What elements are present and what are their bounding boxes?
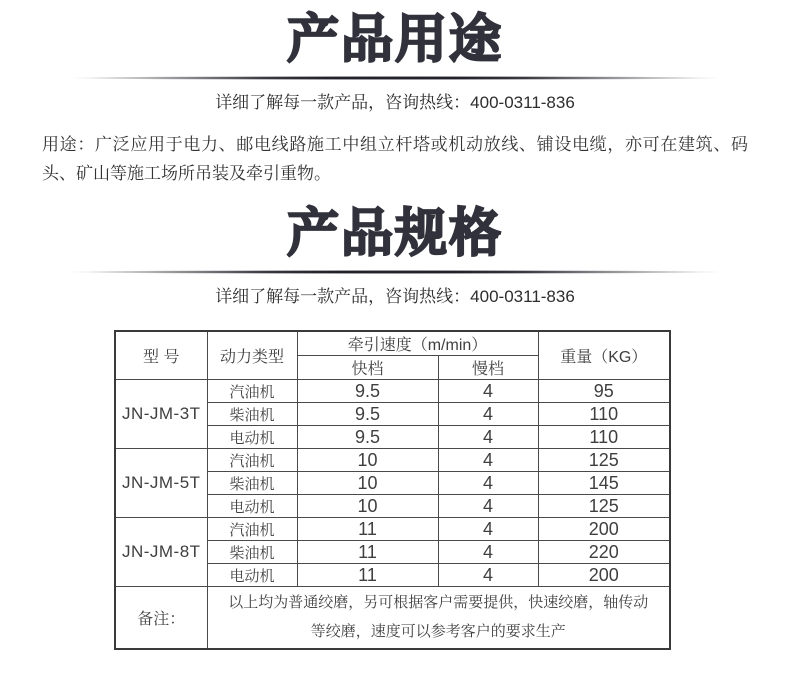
header-model: 型 号 (115, 331, 207, 380)
spec-table (114, 330, 671, 650)
fast-speed-cell: 9.5 (297, 380, 438, 403)
divider-line (73, 270, 717, 274)
weight-cell: 145 (538, 472, 670, 495)
slow-speed-cell: 4 (438, 449, 538, 472)
model-cell: JN-JM-3T (115, 380, 207, 449)
usage-hotline-text: 详细了解每一款产品，咨询热线：400-0311-836 (215, 93, 575, 112)
slow-speed-cell: 4 (438, 472, 538, 495)
power-cell: 汽油机 (207, 380, 297, 403)
weight-cell: 200 (538, 564, 670, 587)
slow-speed-cell: 4 (438, 495, 538, 518)
divider-line (73, 76, 717, 80)
slow-speed-cell: 4 (438, 564, 538, 587)
remark-line-2: 等绞磨，速度可以参考客户的要求生产 (310, 623, 566, 641)
fast-speed-cell: 10 (297, 472, 438, 495)
power-cell: 柴油机 (207, 403, 297, 426)
fast-speed-cell: 11 (297, 541, 438, 564)
weight-cell: 110 (538, 403, 670, 426)
remark-row (115, 587, 670, 649)
power-cell: 柴油机 (207, 541, 297, 564)
model-cell: JN-JM-5T (115, 449, 207, 518)
table-row (115, 518, 670, 541)
power-cell: 汽油机 (207, 449, 297, 472)
slow-speed-cell: 4 (438, 518, 538, 541)
fast-speed-cell: 9.5 (297, 403, 438, 426)
header-speed: 牵引速度（m/min） (297, 331, 538, 356)
power-cell: 电动机 (207, 564, 297, 587)
power-cell: 电动机 (207, 495, 297, 518)
power-cell: 柴油机 (207, 472, 297, 495)
weight-cell: 220 (538, 541, 670, 564)
header-weight: 重量（KG） (538, 331, 670, 380)
slow-speed-cell: 4 (438, 403, 538, 426)
weight-cell: 200 (538, 518, 670, 541)
weight-cell: 95 (538, 380, 670, 403)
weight-cell: 125 (538, 495, 670, 518)
product-usage-title: 产品用途 (286, 11, 503, 69)
model-cell: JN-JM-8T (115, 518, 207, 587)
weight-cell: 125 (538, 449, 670, 472)
remark-cell (207, 587, 670, 649)
usage-description: 用途：广泛应用于电力、邮电线路施工中组立杆塔或机动放线、铺设电缆，亦可在建筑、码头、矿山等施工场所吊装及牵引重物。 (42, 135, 748, 183)
fast-speed-cell: 11 (297, 564, 438, 587)
power-cell: 电动机 (207, 426, 297, 449)
header-power-type: 动力类型 (207, 331, 297, 380)
weight-cell: 110 (538, 426, 670, 449)
table-header-row (115, 331, 670, 356)
product-spec-section (0, 204, 790, 650)
product-spec-title: 产品规格 (286, 205, 503, 263)
fast-speed-cell: 10 (297, 495, 438, 518)
fast-speed-cell: 9.5 (297, 426, 438, 449)
fast-speed-cell: 10 (297, 449, 438, 472)
slow-speed-cell: 4 (438, 426, 538, 449)
fast-speed-cell: 11 (297, 518, 438, 541)
header-slow-gear: 慢档 (438, 356, 538, 380)
table-row (115, 449, 670, 472)
table-row (115, 380, 670, 403)
remark-label: 备注： (115, 587, 207, 649)
header-fast-gear: 快档 (297, 356, 438, 380)
slow-speed-cell: 4 (438, 541, 538, 564)
power-cell: 汽油机 (207, 518, 297, 541)
slow-speed-cell: 4 (438, 380, 538, 403)
product-usage-section (0, 10, 790, 188)
spec-hotline-text: 详细了解每一款产品，咨询热线：400-0311-836 (215, 287, 575, 306)
remark-line-1: 以上均为普通绞磨，另可根据客户需要提供，快速绞磨，轴传动 (228, 594, 649, 612)
